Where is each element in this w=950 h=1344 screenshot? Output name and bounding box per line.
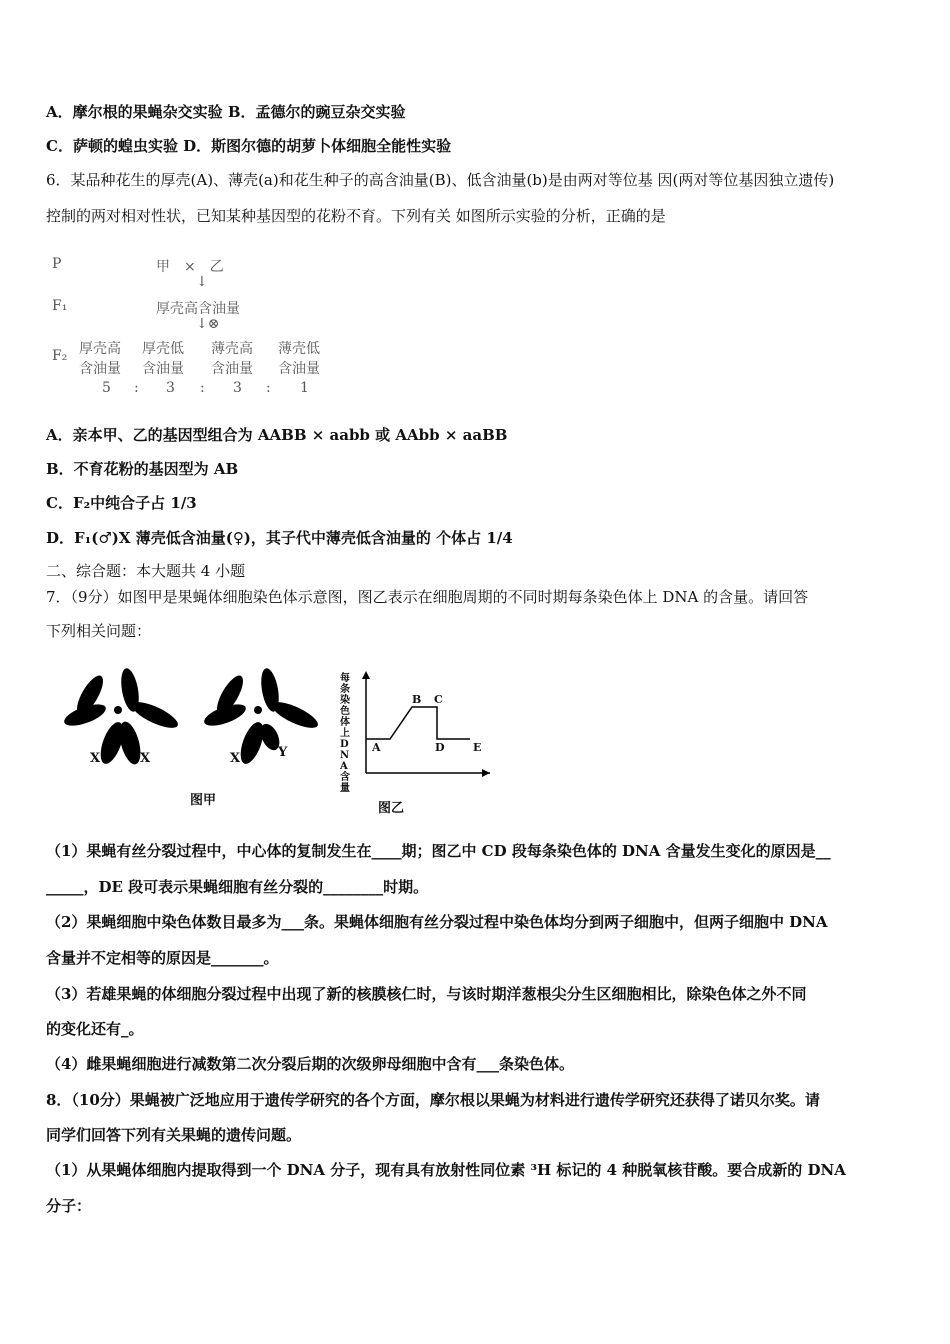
f1-label: F₁ <box>52 298 68 314</box>
q5-options-ab: A．摩尔根的果蝇杂交实验 B．孟德尔的豌豆杂交实验 <box>46 103 406 121</box>
f2-ratio: 3 <box>233 380 242 396</box>
q7-part4: （4）雌果蝇细胞进行减数第二次分裂后期的次级卵母细胞中含有___条染色体。 <box>46 1055 574 1073</box>
q7-stem-line2: 下列相关问题： <box>46 622 152 640</box>
q7-part2-line2: 含量并不定相等的原因是_______。 <box>46 949 279 967</box>
p-label: P <box>52 256 62 272</box>
figure-jia <box>50 665 350 819</box>
f2-phenotype: 含油量 <box>211 361 253 377</box>
q7-stem-line1: 7．（9分）如图甲是果蝇体细胞染色体示意图，图乙表示在细胞周期的不同时期每条染色体上 DNA 的含量。请回答 <box>46 588 809 606</box>
f1-phenotype: 厚壳高含油量 <box>156 301 240 317</box>
q6-option-c: C．F₂中纯合子占 1/3 <box>46 494 197 512</box>
label-y: Y <box>278 745 288 760</box>
f2-phenotype: 含油量 <box>142 361 184 377</box>
ratio-sep: : <box>266 380 271 396</box>
q8-stem-line2: 同学们回答下列有关果蝇的遗传问题。 <box>46 1126 302 1144</box>
q6-option-b: B．不育花粉的基因型为 AB <box>46 460 239 478</box>
q6-option-a: A．亲本甲、乙的基因型组合为 AABB × aabb 或 AAbb × aaBB <box>46 426 508 444</box>
f2-ratio: 1 <box>300 380 309 396</box>
q8-stem-line1: 8．（10分）果蝇被广泛地应用于遗传学研究的各个方面，摩尔根以果蝇为材料进行遗传学研究还获得了诺贝尔奖。请 <box>46 1091 820 1109</box>
f2-phenotype: 薄壳低 <box>278 341 320 357</box>
label-x: X <box>140 751 151 766</box>
y-axis-label: 每条染色体上DNA含量 <box>340 673 350 794</box>
ratio-sep: : <box>200 380 205 396</box>
f2-label: F₂ <box>52 348 68 364</box>
f2-phenotype: 薄壳高 <box>211 341 253 357</box>
cross-diagram <box>46 250 346 410</box>
q6-stem-line1: 6．某品种花生的厚壳(A)、薄壳(a)和花生种子的高含油量(B)、低含油量(b)是由两对等位基 因(两对等位基因独立遗传) <box>46 171 835 189</box>
f2-phenotype: 含油量 <box>278 361 320 377</box>
q6-option-d: D．F₁(♂)X 薄壳低含油量(♀)，其子代中薄壳低含油量的 个体占 1/4 <box>46 529 513 547</box>
label-x: X <box>230 751 241 766</box>
q7-part3-line1: （3）若雄果蝇的体细胞分裂过程中出现了新的核膜核仁时，与该时期洋葱根尖分生区细胞相比，除染色体之外不同 <box>46 985 807 1003</box>
point-e: E <box>473 741 482 754</box>
point-c: C <box>434 693 443 706</box>
f2-ratio: 5 <box>102 380 111 396</box>
q7-part1-line2: _____，DE 段可表示果蝇细胞有丝分裂的________时期。 <box>46 878 429 896</box>
q7-part3-line2: 的变化还有_。 <box>46 1020 144 1038</box>
point-b: B <box>412 693 422 706</box>
f2-phenotype: 含油量 <box>79 361 121 377</box>
figure-yi-caption: 图乙 <box>378 801 405 816</box>
f2-ratio: 3 <box>166 380 175 396</box>
f2-phenotype: 厚壳高 <box>79 341 121 357</box>
f2-phenotype: 厚壳低 <box>142 341 184 357</box>
label-x: X <box>90 751 101 766</box>
q8-part1-line2: 分子： <box>46 1197 92 1215</box>
p-cross: 甲 × 乙 <box>156 259 224 275</box>
q8-part1-line1: （1）从果蝇体细胞内提取得到一个 DNA 分子，现有具有放射性同位素 ³H 标记的 4 种脱氧核苷酸。要合成新的 DNA <box>46 1161 846 1179</box>
section-heading: 二、综合题：本大题共 4 小题 <box>46 562 246 580</box>
q5-options-cd: C．萨顿的蝗虫实验 D．斯图尔德的胡萝卜体细胞全能性实验 <box>46 137 452 155</box>
arrow-down: ↓ <box>196 274 208 290</box>
q6-stem-line2: 控制的两对相对性状，已知某种基因型的花粉不育。下列有关 如图所示实验的分析，正确的是 <box>46 207 666 225</box>
selfing-icon: ↓⊗ <box>196 316 220 332</box>
q7-part2-line1: （2）果蝇细胞中染色体数目最多为___条。果蝇体细胞有丝分裂过程中染色体均分到两子细胞中，但两子细胞中 DNA <box>46 913 828 931</box>
dna-content-graph <box>360 665 520 785</box>
point-d: D <box>435 741 445 754</box>
figure-jia-caption: 图甲 <box>190 793 217 808</box>
point-a: A <box>372 741 381 754</box>
ratio-sep: : <box>134 380 139 396</box>
q7-part1-line1: （1）果蝇有丝分裂过程中，中心体的复制发生在____期；图乙中 CD 段每条染色体的 DNA 含量发生变化的原因是__ <box>46 842 831 860</box>
